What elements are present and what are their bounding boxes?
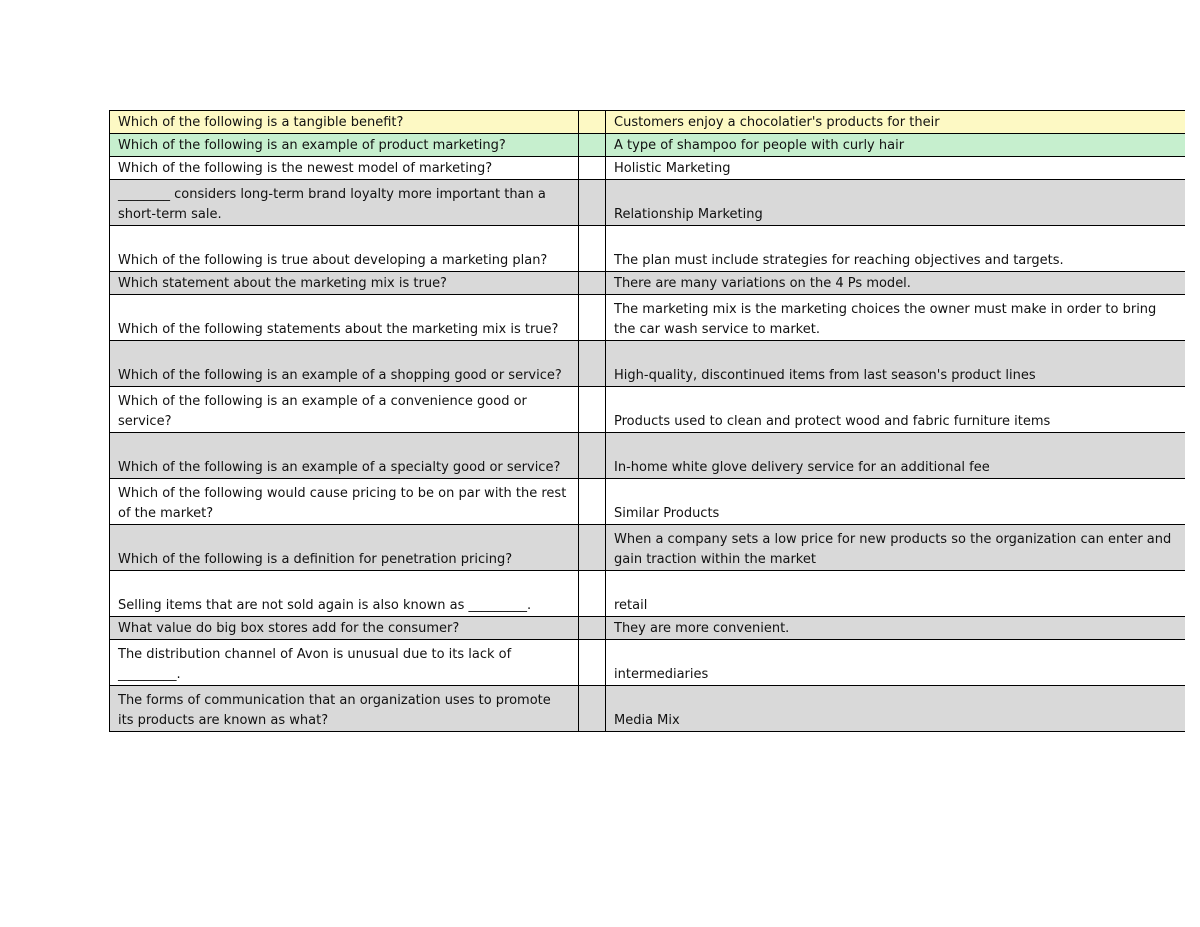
spacer-cell[interactable] [579,226,606,272]
spacer-cell[interactable] [579,295,606,341]
answer-cell[interactable]: intermediaries [606,640,1185,686]
table-row [110,157,1185,180]
question-cell[interactable]: Which of the following statements about the marketing mix is true? [110,295,579,341]
answer-cell[interactable]: A type of shampoo for people with curly hair [606,134,1185,157]
answer-cell[interactable]: There are many variations on the 4 Ps model. [606,272,1185,295]
question-cell[interactable]: What value do big box stores add for the consumer? [110,617,579,640]
answer-cell[interactable]: They are more convenient. [606,617,1185,640]
table-row [110,272,1185,295]
table-row [110,111,1185,134]
qa-table [109,110,1185,732]
table-row [110,571,1185,617]
question-cell[interactable]: Selling items that are not sold again is also known as _________. [110,571,579,617]
answer-cell[interactable]: Holistic Marketing [606,157,1185,180]
table-row [110,479,1185,525]
question-cell[interactable]: The distribution channel of Avon is unusual due to its lack of _________. [110,640,579,686]
question-cell[interactable]: Which of the following is an example of a shopping good or service? [110,341,579,387]
spacer-cell[interactable] [579,157,606,180]
question-cell[interactable]: Which statement about the marketing mix is true? [110,272,579,295]
answer-cell[interactable]: In-home white glove delivery service for an additional fee [606,433,1185,479]
table-row [110,686,1185,732]
table-row [110,134,1185,157]
qa-table-body [110,111,1185,732]
table-row [110,640,1185,686]
answer-cell[interactable]: The marketing mix is the marketing choices the owner must make in order to bring the car wash service to market. [606,295,1185,341]
question-cell[interactable]: Which of the following is a tangible benefit? [110,111,579,134]
spacer-cell[interactable] [579,525,606,571]
spacer-cell[interactable] [579,686,606,732]
answer-cell[interactable]: When a company sets a low price for new products so the organization can enter and gain traction within the market [606,525,1185,571]
spacer-cell[interactable] [579,180,606,226]
table-row [110,617,1185,640]
question-cell[interactable]: Which of the following is true about developing a marketing plan? [110,226,579,272]
answer-cell[interactable]: High-quality, discontinued items from last season's product lines [606,341,1185,387]
answer-cell[interactable]: Media Mix [606,686,1185,732]
spacer-cell[interactable] [579,571,606,617]
table-row [110,341,1185,387]
answer-cell[interactable]: Customers enjoy a chocolatier's products for their [606,111,1185,134]
answer-cell[interactable]: Products used to clean and protect wood and fabric furniture items [606,387,1185,433]
question-cell[interactable]: Which of the following is a definition for penetration pricing? [110,525,579,571]
question-cell[interactable]: The forms of communication that an organization uses to promote its products are known as what? [110,686,579,732]
spacer-cell[interactable] [579,387,606,433]
question-cell[interactable]: Which of the following is an example of product marketing? [110,134,579,157]
table-row [110,226,1185,272]
table-row [110,180,1185,226]
question-cell[interactable]: Which of the following is an example of a specialty good or service? [110,433,579,479]
answer-cell[interactable]: The plan must include strategies for reaching objectives and targets. [606,226,1185,272]
spacer-cell[interactable] [579,617,606,640]
spacer-cell[interactable] [579,134,606,157]
question-cell[interactable]: Which of the following is the newest model of marketing? [110,157,579,180]
answer-cell[interactable]: retail [606,571,1185,617]
question-cell[interactable]: Which of the following would cause pricing to be on par with the rest of the market? [110,479,579,525]
spacer-cell[interactable] [579,111,606,134]
spacer-cell[interactable] [579,341,606,387]
spacer-cell[interactable] [579,433,606,479]
table-row [110,433,1185,479]
table-row [110,387,1185,433]
table-row [110,295,1185,341]
question-cell[interactable]: Which of the following is an example of a convenience good or service? [110,387,579,433]
spacer-cell[interactable] [579,272,606,295]
answer-cell[interactable]: Similar Products [606,479,1185,525]
answer-cell[interactable]: Relationship Marketing [606,180,1185,226]
spacer-cell[interactable] [579,479,606,525]
table-row [110,525,1185,571]
spacer-cell[interactable] [579,640,606,686]
question-cell[interactable]: ________ considers long-term brand loyalty more important than a short-term sale. [110,180,579,226]
